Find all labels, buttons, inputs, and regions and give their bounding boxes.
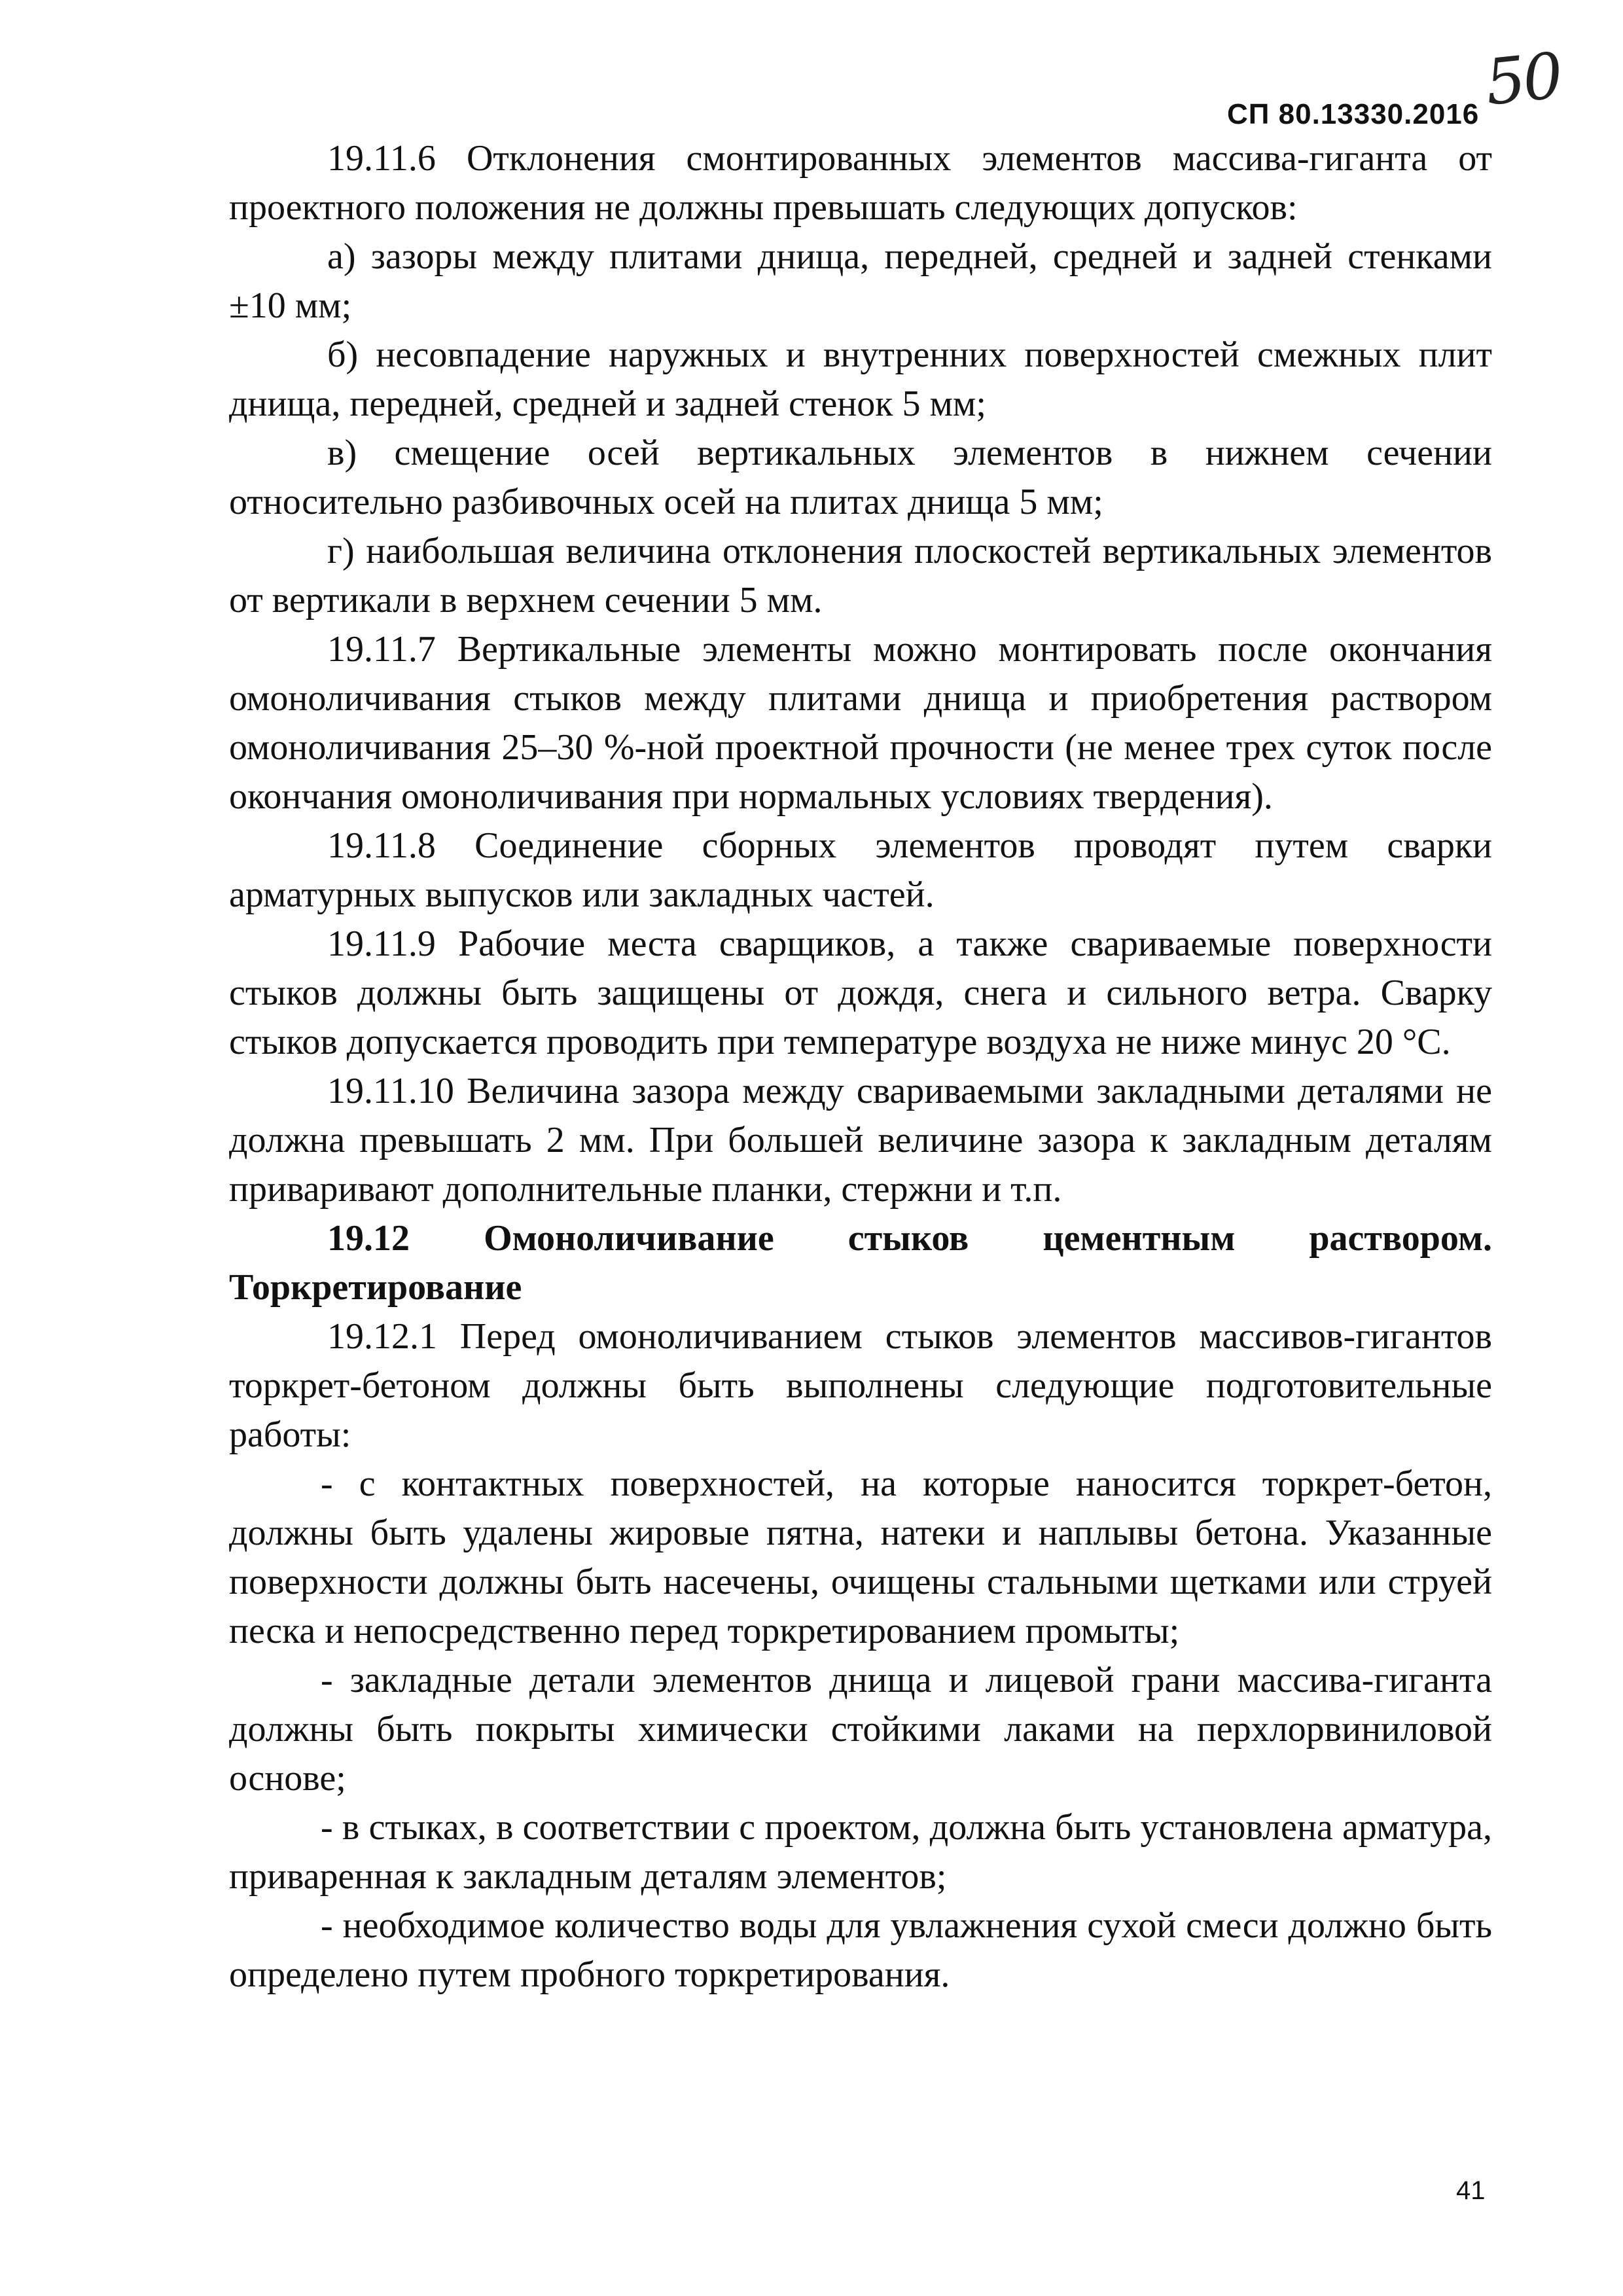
clause-19-12-1: 19.12.1 Перед омоноличиванием стыков элементов массивов-гигантов торкрет-бетоном должны быть выполнены следующие подготовительные работы: [229,1316,1492,1455]
list-item-a: а) зазоры между плитами днища, передней, средней и задней стенками ±10 мм; [229,236,1492,326]
handwritten-page-number: 50 [1482,39,1564,120]
clause-19-11-6: 19.11.6 Отклонения смонтированных элементов массива-гиганта от проектного положения не должны превышать следующих допусков: [229,138,1492,228]
clause-19-11-8: 19.11.8 Соединение сборных элементов проводят путем сварки арматурных выпусков или закладных частей. [229,825,1492,915]
clause-19-11-9: 19.11.9 Рабочие места сварщиков, а также свариваемые поверхности стыков должны быть защищены от дождя, снега и сильного ветра. Сварку стыков допускается проводить при температуре воздуха не ниже минус 20 °С. [229,924,1492,1062]
section-heading-19-12: 19.12 Омоноличивание стыков цементным раствором. Торкретирование [229,1218,1492,1308]
dash-item-4: - необходимое количество воды для увлажнения сухой смеси должно быть определено путем пробного торкретирования. [229,1905,1492,1995]
dash-item-3: - в стыках, в соответствии с проектом, должна быть установлена арматура, приваренная к закладным деталям элементов; [229,1807,1492,1897]
dash-item-2: - закладные детали элементов днища и лицевой грани массива-гиганта должны быть покрыты химически стойкими лаками на перхлорвиниловой основе; [229,1660,1492,1799]
dash-item-1: - с контактных поверхностей, на которые наносится торкрет-бетон, должны быть удалены жировые пятна, натеки и наплывы бетона. Указанные поверхности должны быть насечены, очищены стальными щетками или струей песка и непосредственно перед торкретированием промыты; [229,1463,1492,1651]
clause-19-11-10: 19.11.10 Величина зазора между свариваемыми закладными деталями не должна превышать 2 мм. При большей величине зазора к закладным деталям приваривают дополнительные планки, стержни и т.п. [229,1071,1492,1210]
document-body [229,134,1492,2000]
document-code: СП 80.13330.2016 [1227,98,1480,130]
list-item-b: б) несовпадение наружных и внутренних поверхностей смежных плит днища, передней, средней и задней стенок 5 мм; [229,334,1492,424]
list-item-v: в) смещение осей вертикальных элементов в нижнем сечении относительно разбивочных осей на плитах днища 5 мм; [229,433,1492,522]
clause-19-11-7: 19.11.7 Вертикальные элементы можно монтировать после окончания омоноличивания стыков между плитами днища и приобретения раствором омоноличивания 25–30 %-ной проектной прочности (не менее трех суток после окончания омоноличивания при нормальных условиях твердения). [229,629,1492,817]
list-item-g: г) наибольшая величина отклонения плоскостей вертикальных элементов от вертикали в верхнем сечении 5 мм. [229,531,1492,620]
page-number: 41 [1456,2176,1486,2205]
